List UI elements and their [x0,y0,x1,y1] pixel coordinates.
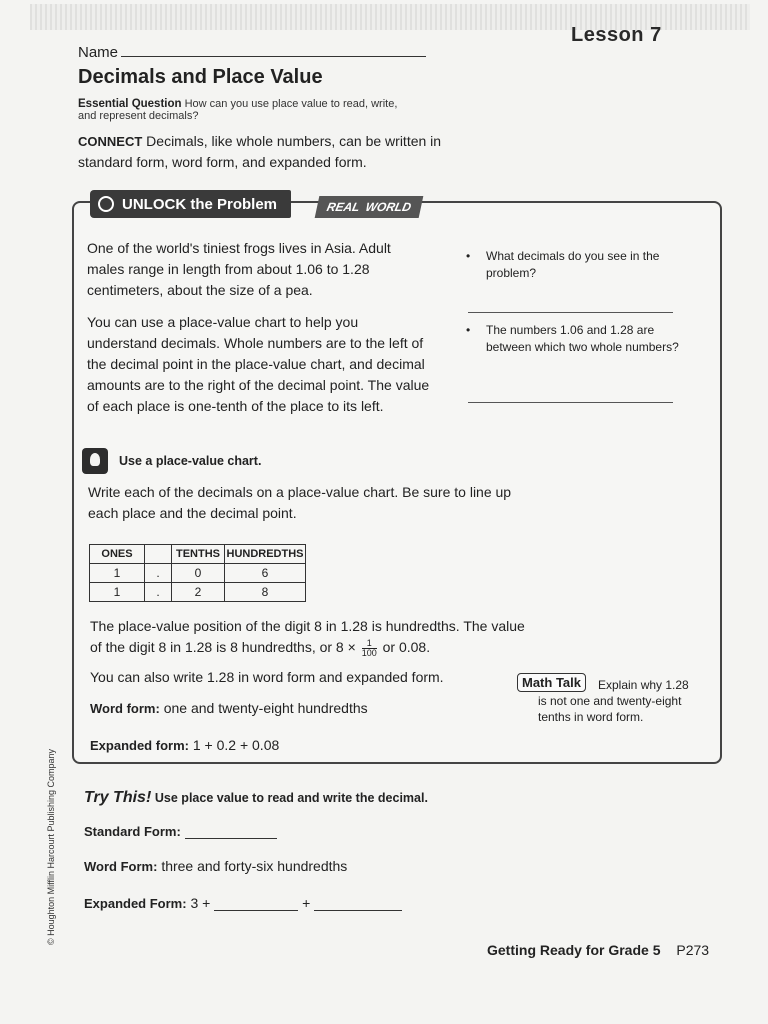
write-each-instruction: Write each of the decimals on a place-value chart. Be sure to line up each place and the decimal point. [88,484,512,521]
pv-text: The place-value position of the digit 8 in 1.28 is hundredths. The value of the digit 8 in 1.28 is 8 hundredths, or 8 × [90,618,525,655]
place-value-explanation [90,616,530,658]
expanded-form-label: Expanded form: [90,738,189,753]
fraction [362,639,377,658]
expanded-plus: + [302,895,311,911]
problem-paragraph-1: One of the world's tiniest frogs lives in Asia. Adult males range in length from about 1.06 to 1.28 centimeters, about the size of a pea. [87,240,391,298]
fraction-denominator: 100 [361,647,377,658]
pv-tail: or 0.08. [382,639,431,655]
unlock-banner-label: UNLOCK the Problem [122,195,278,213]
header-point [145,545,172,564]
lightbulb-icon [82,448,108,474]
word-form-value: one and twenty-eight hundredths [163,700,368,716]
real-label: REAL [325,200,362,214]
expanded-blank-2[interactable] [314,896,402,911]
also-write-text: You can also write 1.28 in word form and expanded form. [90,669,444,685]
try-word-form-label: Word Form: [84,859,158,874]
table-cell: . [145,564,172,583]
essential-question [78,98,408,122]
page-title: Decimals and Place Value [78,66,323,88]
table-row [90,564,306,583]
word-form-line [90,700,368,716]
name-label: Name [78,44,119,61]
essential-text: How can you use place value to read, write, and represent decimals? [78,98,398,122]
expanded-form-line [90,737,279,753]
table-cell: 0 [172,564,225,583]
try-word-form-line [84,858,347,874]
name-write-line[interactable] [121,56,426,57]
table-cell: 6 [225,564,306,583]
standard-form-blank[interactable] [185,824,277,839]
table-cell: . [145,583,172,602]
header-ones: ONES [90,545,145,564]
math-talk-badge: Math Talk [517,673,586,692]
expanded-start: 3 + [190,895,211,911]
math-talk-text: Explain why 1.28 is not one and twenty-eight tenths in word form. [538,678,689,724]
try-this-instruction: Use place value to read and write the decimal. [154,791,428,805]
table-header-row [90,545,306,564]
connect-text [78,131,458,172]
table-cell: 1 [90,564,145,583]
standard-form-label: Standard Form: [84,824,181,839]
table-cell: 1 [90,583,145,602]
problem-paragraph-2: You can use a place-value chart to help you understand decimals. Whole numbers are to the left of the decimal point in the place-value chart, and decimal amounts are to the right of the decimal point. The value of each place is one-tenth of the place to its left. [87,314,430,414]
table-cell: 8 [225,583,306,602]
question-decimals: • What decimals do you see in the problem? [486,248,686,282]
world-label: WORLD [364,200,413,214]
header-tenths: TENTHS [172,545,225,564]
header-hundredths: HUNDREDTHS [225,545,306,564]
try-this-heading [84,789,428,807]
try-word-form-value: three and forty-six hundredths [161,858,348,874]
connect-label: CONNECT [78,134,143,149]
page-footer [487,942,709,958]
table-cell: 2 [172,583,225,602]
connect-body: Decimals, like whole numbers, can be written in standard form, word form, and expanded form. [78,133,442,170]
real-world-badge [315,196,424,218]
use-chart-heading: Use a place-value chart. [119,454,262,468]
table-row [90,583,306,602]
word-form-label: Word form: [90,701,160,716]
try-expanded-form-label: Expanded Form: [84,896,187,911]
fraction-numerator: 1 [362,639,377,649]
place-value-table [89,544,306,602]
lesson-number: Lesson 7 [571,24,662,46]
answer-line-2[interactable] [468,402,673,403]
page-number: P273 [676,942,710,958]
try-expanded-form-line [84,895,402,911]
unlock-banner [90,190,291,218]
standard-form-line [84,823,277,839]
footer-text: Getting Ready for Grade 5 [487,942,661,958]
expanded-blank-1[interactable] [214,896,298,911]
essential-label: Essential Question [78,98,182,110]
try-this-title: Try This! [84,789,152,806]
expanded-form-value: 1 + 0.2 + 0.08 [192,737,280,753]
answer-line-1[interactable] [468,312,673,313]
copyright-side-text: © Houghton Mifflin Harcourt Publishing Company [46,748,56,945]
question-whole-numbers: • The numbers 1.06 and 1.28 are between which two whole numbers? [486,322,686,356]
unlock-key-icon [98,196,114,212]
